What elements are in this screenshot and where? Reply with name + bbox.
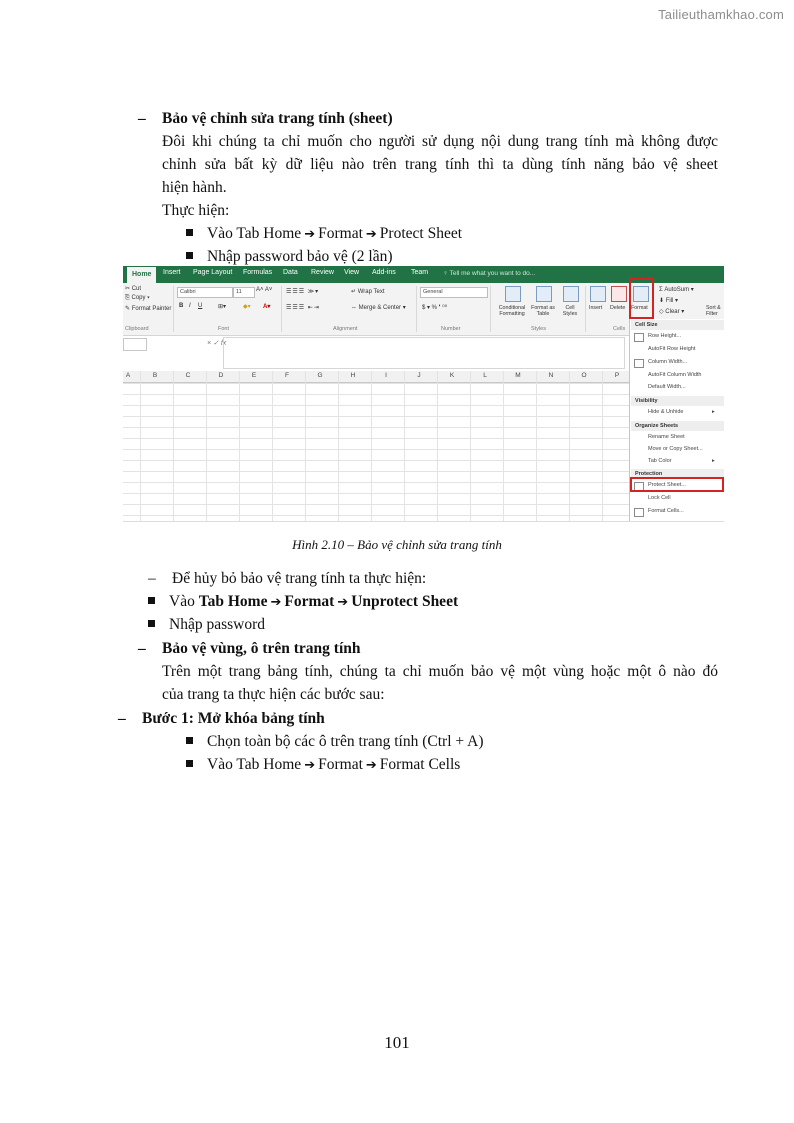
delete-button[interactable]: Delete	[610, 305, 626, 311]
worksheet-grid[interactable]	[123, 383, 629, 521]
square-bullet-icon	[186, 737, 193, 744]
square-bullet-icon	[148, 597, 155, 604]
arrow-right-icon: ➔	[365, 227, 377, 242]
section1-para-line3: hiện hành.	[162, 179, 227, 196]
column-header[interactable]: M	[515, 372, 521, 379]
align-top-icons[interactable]: ☰☰☰ ≫▾	[286, 289, 320, 295]
borders-icon[interactable]: ⊞▾	[218, 304, 227, 310]
menu-default-width[interactable]: Default Width...	[648, 384, 686, 390]
tab-view[interactable]: View	[344, 269, 360, 276]
cell-styles-button[interactable]: Cell Styles	[562, 305, 578, 317]
format-cells-menu-icon	[634, 508, 644, 517]
row-height-icon	[634, 333, 644, 342]
autosum-button[interactable]: Σ AutoSum ▾	[659, 287, 694, 293]
brush-icon: ✎	[125, 306, 131, 312]
thuc-hien-label: Thực hiện:	[162, 202, 230, 219]
fill-down-icon: ⬇	[659, 298, 665, 304]
align-left-icons[interactable]: ☰☰☰ ⇤⇥	[286, 305, 320, 311]
merge-center-button[interactable]: ⇔ Merge & Center ▾	[351, 305, 406, 311]
protect-sheet-highlight	[630, 477, 724, 492]
column-header[interactable]: J	[417, 372, 421, 379]
arrow-right-icon: ➔	[304, 758, 316, 773]
column-header[interactable]: A	[125, 372, 131, 379]
column-header[interactable]: D	[218, 372, 224, 379]
section1-para-line1: Đôi khi chúng ta chỉ muốn cho người sử dụng nội dung trang tính mà không được	[162, 133, 718, 150]
number-format-combo[interactable]: General	[420, 287, 488, 298]
format-button[interactable]: Format	[631, 305, 648, 311]
step1-heading: – Bước 1: Mở khóa bảng tính	[118, 708, 325, 730]
submenu-arrow-icon: ▸	[712, 458, 715, 464]
dash-bullet: –	[138, 640, 146, 657]
menu-hide-unhide[interactable]: Hide & Unhide ▸	[648, 409, 715, 415]
lightbulb-icon: ♀	[443, 270, 450, 277]
font-color-icon[interactable]: A▾	[263, 304, 271, 310]
menu-row-height[interactable]: Row Height...	[648, 333, 682, 339]
arrow-right-icon: ➔	[270, 595, 282, 610]
copy-button[interactable]: ⎘ Copy ▾	[125, 295, 150, 301]
conditional-formatting-button[interactable]: Conditional Formatting	[498, 305, 526, 317]
step-enter-password: Nhập password bảo vệ (2 lần)	[186, 246, 393, 268]
tab-add-ins[interactable]: Add-ins	[372, 269, 396, 276]
group-number-label: Number	[441, 326, 461, 332]
section2-para-line2: của trang ta thực hiện các bước sau:	[162, 686, 385, 703]
group-clipboard-label: Clipboard	[125, 326, 149, 332]
arrow-right-icon: ➔	[304, 227, 316, 242]
copy-icon: ⎘	[125, 295, 130, 301]
menu-header-protection: Protection	[631, 469, 724, 479]
cut-button[interactable]: ✂ Cut	[125, 286, 142, 292]
square-bullet-icon	[186, 252, 193, 259]
format-as-table-button[interactable]: Format as Table	[531, 305, 555, 317]
column-width-icon	[634, 359, 644, 368]
fx-icon[interactable]: × ✓ fx	[207, 340, 227, 347]
font-size-combo[interactable]: 11	[233, 287, 255, 298]
column-header[interactable]: C	[185, 372, 191, 379]
name-box[interactable]	[123, 338, 147, 351]
merge-icon: ⇔	[351, 305, 357, 311]
section2-para-line1: Trên một trang bảng tính, chúng ta chỉ muốn bảo vệ một vùng hoặc một ô nào đó	[162, 663, 718, 680]
dash-bullet: –	[148, 570, 156, 587]
menu-autofit-column[interactable]: AutoFit Column Width	[648, 372, 702, 378]
step1-format-cells: Vào Tab Home ➔ Format ➔ Format Cells	[186, 754, 460, 777]
font-grow-icon[interactable]: A˄ A˅	[256, 287, 273, 293]
clear-button[interactable]: ◇ Clear ▾	[659, 309, 685, 315]
unprotect-intro: – Để hủy bỏ bảo vệ trang tính ta thực hiện:	[148, 568, 426, 590]
tell-me-box[interactable]: ♀ Tell me what you want to do...	[443, 270, 536, 277]
column-header[interactable]: E	[251, 372, 257, 379]
cell-styles-icon[interactable]	[563, 286, 579, 302]
format-as-table-icon[interactable]	[536, 286, 552, 302]
dash-bullet: –	[118, 710, 126, 727]
italic-button[interactable]: I	[189, 303, 191, 309]
menu-header-organize: Organize Sheets	[631, 421, 724, 431]
excel-screenshot	[123, 266, 724, 522]
menu-header-visibility: Visibility	[631, 396, 724, 406]
menu-autofit-row[interactable]: AutoFit Row Height	[648, 346, 696, 352]
figure-caption: Hình 2.10 – Bảo vệ chỉnh sửa trang tính	[292, 537, 502, 552]
insert-button[interactable]: Insert	[589, 305, 603, 311]
group-alignment-label: Alignment	[333, 326, 358, 332]
wrap-icon: ↵	[351, 289, 357, 295]
tab-insert[interactable]: Insert	[163, 269, 181, 276]
menu-protect-sheet[interactable]: Protect Sheet...	[648, 482, 686, 488]
square-bullet-icon	[186, 229, 193, 236]
menu-format-cells[interactable]: Format Cells...	[648, 508, 684, 514]
section2-heading: – Bảo vệ vùng, ô trên trang tính	[138, 638, 361, 660]
square-bullet-icon	[186, 760, 193, 767]
fill-button[interactable]: ⬇ Fill ▾	[659, 298, 679, 304]
format-painter-button[interactable]: ✎ Format Painter	[125, 306, 172, 312]
number-format-icons[interactable]: $ ▾ % ❜ ⁰⁰	[422, 305, 448, 311]
column-header[interactable]: F	[285, 372, 289, 379]
menu-rename-sheet[interactable]: Rename Sheet	[648, 434, 685, 440]
bold-button[interactable]: B	[179, 303, 184, 309]
font-name-combo[interactable]: Calibri	[177, 287, 233, 298]
menu-column-width[interactable]: Column Width...	[648, 359, 688, 365]
column-header[interactable]: G	[317, 372, 323, 379]
menu-lock-cell[interactable]: Lock Cell	[648, 495, 671, 501]
step1-select-all: Chọn toàn bộ các ô trên trang tính (Ctrl + A)	[186, 731, 484, 753]
conditional-formatting-icon[interactable]	[505, 286, 521, 302]
step-protect-sheet: Vào Tab Home ➔ Format ➔ Protect Sheet	[186, 223, 462, 246]
group-font-label: Font	[218, 326, 230, 332]
menu-tab-color[interactable]: Tab Color ▸	[648, 458, 715, 464]
dash-bullet: –	[138, 110, 146, 127]
fill-color-icon[interactable]: ◆▾	[243, 304, 251, 310]
section1-para-line2: chỉnh sửa bất kỳ dữ liệu nào trên trang tính thì ta dùng tính năng bảo vệ sheet	[162, 156, 718, 173]
arrow-right-icon: ➔	[365, 758, 377, 773]
column-header[interactable]: L	[483, 372, 487, 379]
tab-page-layout[interactable]: Page Layout	[193, 269, 233, 276]
menu-header-cell-size: Cell Size	[631, 320, 724, 330]
underline-button[interactable]: U	[198, 303, 203, 309]
format-button-highlight	[629, 278, 654, 319]
scissors-icon: ✂	[125, 286, 131, 292]
group-cells-label: Cells	[613, 326, 626, 332]
tab-team[interactable]: Team	[411, 269, 429, 276]
sort-filter-button[interactable]: Sort & Filter	[706, 305, 721, 317]
delete-cells-icon[interactable]	[611, 286, 627, 302]
column-header[interactable]: N	[548, 372, 554, 379]
unprotect-step2: Nhập password	[148, 614, 265, 636]
tab-formulas[interactable]: Formulas	[243, 269, 273, 276]
watermark: Tailieuthamkhao.com	[658, 7, 784, 22]
section1-heading: – Bảo vệ chỉnh sửa trang tính (sheet)	[138, 108, 393, 130]
arrow-right-icon: ➔	[337, 595, 349, 610]
tab-data[interactable]: Data	[283, 269, 298, 276]
formula-input[interactable]	[223, 337, 625, 369]
page-number: 101	[384, 1033, 410, 1052]
column-header[interactable]: O	[581, 372, 587, 379]
menu-move-copy[interactable]: Move or Copy Sheet...	[648, 446, 703, 452]
unprotect-step1: Vào Tab Home ➔ Format ➔ Unprotect Sheet	[148, 591, 458, 614]
column-header[interactable]: I	[385, 372, 387, 379]
square-bullet-icon	[148, 620, 155, 627]
group-styles-label: Styles	[531, 326, 546, 332]
column-header[interactable]: H	[350, 372, 356, 379]
tab-home[interactable]: Home	[127, 267, 156, 283]
insert-cells-icon[interactable]	[590, 286, 606, 302]
tab-review[interactable]: Review	[311, 269, 334, 276]
column-header[interactable]: B	[152, 372, 158, 379]
wrap-text-button[interactable]: ↵ Wrap Text	[351, 289, 385, 295]
column-header[interactable]: P	[614, 372, 620, 379]
submenu-arrow-icon: ▸	[712, 409, 715, 415]
sigma-icon: Σ	[659, 287, 663, 293]
column-header[interactable]: K	[449, 372, 455, 379]
eraser-icon: ◇	[659, 309, 664, 315]
